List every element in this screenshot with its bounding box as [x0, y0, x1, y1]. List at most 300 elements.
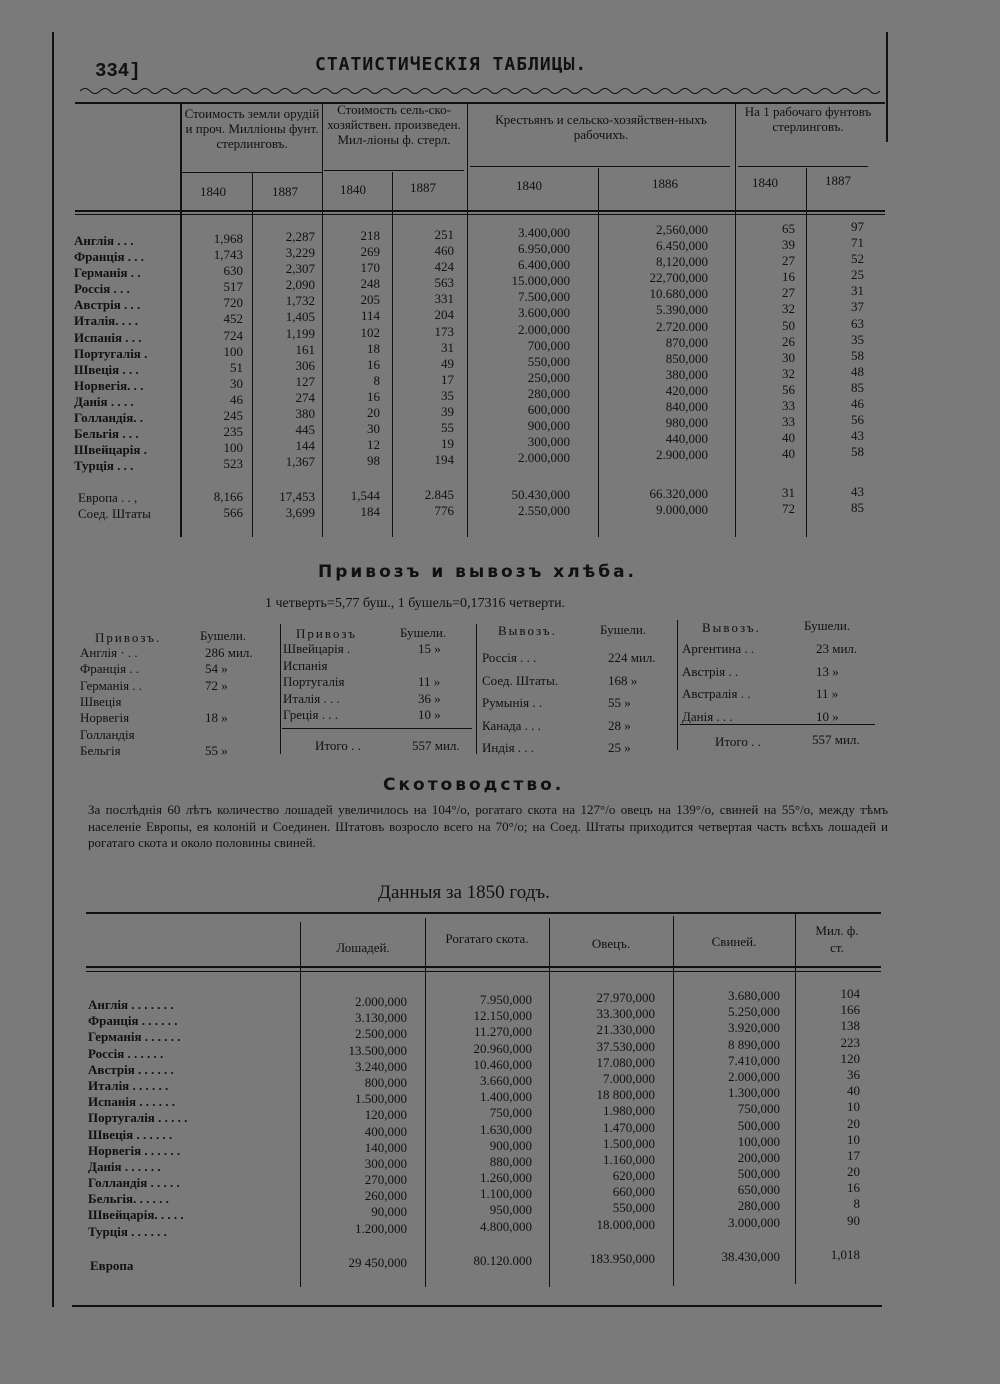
table-cell: 32 — [782, 301, 795, 317]
total-row-cell: 43 — [851, 484, 864, 500]
table-cell: 18 800,000 — [596, 1087, 655, 1103]
table-cell: 97 — [851, 219, 864, 234]
table-cell: 4.800,000 — [480, 1218, 532, 1234]
table-cell: 2,090 — [285, 277, 315, 293]
rule — [425, 918, 426, 1287]
land-1840-column — [185, 231, 243, 472]
table-cell: 420,000 — [665, 382, 708, 398]
bread-value: 23 мил. — [816, 641, 858, 656]
country-name: Голландія . . . . . — [88, 1175, 180, 1191]
table-cell: 100 — [223, 440, 243, 456]
table-cell: 260,000 — [364, 1188, 407, 1204]
table-cell: 7.950,000 — [480, 992, 532, 1007]
table-cell: 18.000,000 — [596, 1216, 655, 1232]
rule — [86, 966, 881, 968]
unit-head: Бушели. — [400, 625, 447, 640]
table-cell: 11.270,000 — [473, 1024, 532, 1040]
table-cell: 16 — [782, 269, 795, 285]
total-row-cell: 72 — [782, 501, 795, 517]
header-per-worker: На 1 рабочаго фунтовъ стерлинговъ. — [744, 104, 872, 134]
country-name: Норвегія . . . . . . — [88, 1142, 181, 1158]
table-cell: 650,000 — [737, 1182, 780, 1198]
table-cell: 8 — [373, 372, 380, 388]
total-row-label: Соед. Штаты — [78, 506, 151, 521]
header-horses: Лошадей. — [336, 940, 390, 955]
header-pigs: Свиней. — [711, 934, 757, 949]
table-cell: 5.390,000 — [656, 302, 708, 318]
bread-country: Германія . . — [80, 677, 143, 693]
rule — [75, 214, 885, 215]
table-cell: 3.680,000 — [728, 988, 780, 1003]
table-cell: 85 — [851, 379, 864, 395]
table-cell: 248 — [360, 276, 380, 292]
rule — [470, 166, 730, 167]
table-cell: 274 — [295, 389, 315, 405]
table-cell: 173 — [434, 323, 454, 339]
bread-country: Бельгія — [80, 742, 121, 758]
per-worker-1887-column — [812, 219, 864, 460]
table-cell: 870,000 — [665, 334, 708, 350]
table-cell: 31 — [441, 339, 454, 355]
table-cell: 36 — [847, 1066, 860, 1082]
table-cell: 30 — [367, 421, 380, 437]
total-sheep: 183.950,000 — [590, 1251, 655, 1266]
country-name: Англія . . . . . . . — [88, 997, 174, 1012]
country-name: Австрія . . . . . . — [88, 1061, 174, 1077]
horses-column — [315, 994, 407, 1237]
table-cell: 21.330,000 — [596, 1022, 655, 1038]
total-row-cell: 1,544 — [350, 487, 380, 503]
rule — [182, 172, 322, 173]
header-value: Мил. ф. ст. — [815, 923, 859, 955]
table-cell: 280,000 — [527, 385, 570, 401]
table-cell: 563 — [434, 275, 454, 291]
bread-country: Аргентина . . — [682, 641, 755, 656]
rule — [549, 918, 550, 1287]
bread-country: Соед. Штаты. — [482, 672, 559, 688]
table-cell: 2.000,000 — [728, 1068, 780, 1084]
rule — [282, 728, 472, 729]
total-label: Итого . . — [315, 738, 361, 753]
pigs-column — [688, 988, 780, 1231]
bread-value: 36 » — [418, 690, 441, 706]
table-cell: 900,000 — [489, 1137, 532, 1153]
table-cell: 22,700,000 — [649, 270, 708, 286]
bread-value: 55 » — [608, 695, 631, 710]
header-cattle: Рогатаго скота. — [445, 931, 529, 946]
bread-value: 11 » — [816, 686, 839, 701]
table-cell: 5.250,000 — [728, 1004, 780, 1020]
bread-subtitle: 1 четверть=5,77 буш., 1 бушель=0,17316 четверти. — [265, 596, 566, 611]
table-cell: 30 — [782, 349, 795, 365]
bread-country: Италія . . . — [283, 690, 340, 706]
bread-value: 28 » — [608, 717, 631, 733]
rule — [252, 172, 253, 537]
table-cell: 12.150,000 — [473, 1008, 532, 1024]
total-row-cell: 17,453 — [279, 488, 315, 504]
country-name: Германія . . — [74, 265, 141, 281]
bread-value: 286 мил. — [205, 645, 253, 660]
table-cell: 251 — [434, 227, 454, 242]
table-cell: 3.400,000 — [518, 225, 570, 240]
total-row-cell: 50.430,000 — [511, 486, 570, 502]
table-cell: 166 — [840, 1002, 860, 1018]
country-name: Португалія . . . . . — [88, 1110, 188, 1126]
table-cell: 39 — [441, 404, 454, 420]
bread-country: Греція . . . — [283, 707, 339, 722]
bread-country: Франція . . — [80, 661, 140, 677]
table-cell: 724 — [223, 327, 243, 343]
unit-head: Бушели. — [200, 628, 247, 643]
table-cell: 1.980,000 — [603, 1103, 655, 1119]
table-cell: 138 — [840, 1018, 860, 1034]
country-name: Португалія . — [74, 345, 148, 361]
bread-value: 18 » — [205, 710, 228, 726]
rule — [280, 624, 281, 754]
bread-value: 168 » — [608, 672, 638, 688]
table-cell: 12 — [367, 437, 380, 453]
year-header: 1887 — [825, 173, 851, 188]
rule — [738, 166, 868, 167]
table-cell: 65 — [782, 221, 795, 236]
produce-1840-column — [328, 228, 380, 469]
table-cell: 400,000 — [364, 1123, 407, 1139]
table-cell: 10 — [847, 1099, 860, 1115]
table-cell: 269 — [360, 244, 380, 260]
rule — [86, 912, 881, 914]
sheep-column — [563, 990, 655, 1233]
total-row-cell: 184 — [360, 503, 380, 519]
country-name: Англія . . . — [74, 233, 134, 248]
table-cell: 32 — [782, 365, 795, 381]
cattle-column — [440, 992, 532, 1235]
table-cell: 7.000,000 — [603, 1070, 655, 1086]
table-cell: 440,000 — [665, 431, 708, 447]
table-cell: 90 — [847, 1212, 860, 1228]
workers-1840-column — [480, 225, 570, 466]
table-cell: 71 — [851, 235, 864, 251]
table-cell: 120,000 — [364, 1107, 407, 1123]
table-cell: 2,307 — [285, 261, 315, 277]
table-cell: 16 — [367, 356, 380, 372]
table-cell: 17.080,000 — [596, 1054, 655, 1070]
total-value: 557 мил. — [812, 732, 860, 747]
country-name: Турція . . . . . . — [88, 1223, 167, 1239]
bread-country: Канада . . . — [482, 717, 541, 733]
bread-value: 25 » — [608, 740, 631, 755]
table-cell: 31 — [851, 283, 864, 299]
table-cell: 100 — [223, 343, 243, 359]
workers-1886-column — [608, 222, 708, 463]
cattle-title: Скотоводство. — [383, 775, 565, 795]
table-cell: 8,120,000 — [656, 254, 708, 270]
bread-value: 10 » — [418, 707, 441, 722]
table-cell: 452 — [223, 311, 243, 327]
country-column — [88, 997, 187, 1240]
bread-country: Россія . . . — [482, 650, 537, 665]
table-cell: 7.500,000 — [518, 289, 570, 305]
country-name: Италія. . . . — [74, 313, 138, 329]
table-cell: 20 — [367, 405, 380, 421]
page-frame-bottom — [72, 1305, 882, 1307]
table-cell: 40 — [782, 430, 795, 446]
table-cell: 194 — [434, 452, 454, 468]
table-cell: 3,229 — [285, 245, 315, 261]
table-cell: 144 — [295, 438, 315, 454]
table-cell: 900,000 — [527, 418, 570, 434]
table-cell: 20.960,000 — [473, 1040, 532, 1056]
table-cell: 1.160,000 — [603, 1151, 655, 1167]
table-cell: 1.470,000 — [603, 1119, 655, 1135]
table-cell: 104 — [840, 986, 860, 1001]
table-cell: 3.600,000 — [518, 305, 570, 321]
table-cell: 517 — [223, 279, 243, 295]
total-row-cell: 776 — [434, 503, 454, 519]
country-name: Австрія . . . — [74, 297, 141, 313]
table-cell: 127 — [295, 373, 315, 389]
table-cell: 550,000 — [527, 353, 570, 369]
table-cell: 3.000,000 — [728, 1214, 780, 1230]
table-cell: 245 — [223, 408, 243, 424]
table-cell: 235 — [223, 424, 243, 440]
table-cell: 1,743 — [213, 247, 243, 263]
rule — [795, 914, 796, 1284]
bread-country: Норвегія — [80, 710, 130, 726]
table-cell: 2.000,000 — [355, 994, 407, 1009]
country-name: Германія . . . . . . — [88, 1029, 181, 1045]
table-cell: 380,000 — [665, 366, 708, 382]
table-cell: 49 — [441, 355, 454, 371]
table-cell: 55 — [441, 420, 454, 436]
table-cell: 16 — [367, 388, 380, 404]
table-cell: 750,000 — [489, 1105, 532, 1121]
table-cell: 660,000 — [612, 1184, 655, 1200]
page-number: 334] — [95, 60, 141, 82]
rule — [598, 168, 599, 537]
cattle-paragraph: За послѣднія 60 лѣтъ количество лошадей увеличилось на 104°/o, рогатаго скота на 127°/o овецъ на 139°/o, свиней на 55°/o, между тѣмъ населеніе Европы, ея колоній и Соединен. Штатовъ возросло всего на 70°/o; на Соед. Штаты приходится четвертая часть всѣхъ лошадей и рогатаго скота и около половины свиней. — [88, 802, 888, 850]
table-cell: 3.920,000 — [728, 1020, 780, 1036]
country-name: Бельгія. . . . . . — [88, 1191, 169, 1207]
rule — [300, 922, 301, 1287]
table-cell: 205 — [360, 292, 380, 308]
bread-country: Испанія — [283, 657, 328, 673]
table-cell: 114 — [360, 308, 380, 324]
table-cell: 204 — [434, 307, 454, 323]
total-label: Итого . . — [715, 734, 761, 749]
table-cell: 280,000 — [737, 1198, 780, 1214]
page-frame-right — [886, 32, 888, 142]
table-cell: 120 — [840, 1050, 860, 1066]
bread-value: 224 мил. — [608, 650, 656, 665]
table-cell: 2,287 — [285, 229, 315, 244]
table-cell: 15.000,000 — [511, 273, 570, 289]
rule — [806, 168, 807, 537]
page-frame-left — [52, 32, 54, 1307]
table-cell: 1,199 — [285, 325, 315, 341]
bread-value: 72 » — [205, 677, 228, 693]
table-cell: 2.900,000 — [656, 447, 708, 463]
export-head: Вывозъ. — [702, 620, 761, 635]
bread-value: 55 » — [205, 742, 228, 758]
header-workers: Крестьянъ и сельско-хозяйствен-ныхъ рабочихъ. — [495, 112, 707, 142]
table-cell: 63 — [851, 315, 864, 331]
table-cell: 1.300,000 — [728, 1085, 780, 1101]
total-row-cell: 8,166 — [213, 489, 243, 505]
table-cell: 380 — [295, 406, 315, 422]
table-cell: 1,732 — [285, 293, 315, 309]
table-cell: 16 — [847, 1180, 860, 1196]
total-row-cell: 85 — [851, 500, 864, 516]
table-cell: 500,000 — [737, 1166, 780, 1182]
header-produce: Стоимость сель-ско-хозяйствен. произведен. Мил-ліоны ф. стерл. — [327, 102, 461, 147]
europe-total-label: Европа — [90, 1258, 134, 1273]
table-cell: 39 — [782, 237, 795, 253]
table-cell: 1.100,000 — [480, 1186, 532, 1202]
table-cell: 270,000 — [364, 1172, 407, 1188]
total-row-cell: 2.845 — [424, 487, 454, 503]
table-cell: 523 — [223, 456, 243, 472]
table-cell: 3.660,000 — [480, 1072, 532, 1088]
table-cell: 750,000 — [737, 1101, 780, 1117]
rule — [180, 102, 182, 537]
bread-country: Данія . . . — [682, 708, 733, 724]
rule — [677, 620, 678, 750]
table-cell: 10.460,000 — [473, 1056, 532, 1072]
total-row-cell: 31 — [782, 485, 795, 501]
table-cell: 25 — [851, 267, 864, 283]
table-cell: 56 — [782, 381, 795, 397]
table-cell: 18 — [367, 340, 380, 356]
year-header: 1887 — [272, 184, 298, 199]
year-header: 1840 — [516, 178, 542, 193]
year-header: 1887 — [410, 180, 436, 195]
table-cell: 950,000 — [489, 1202, 532, 1218]
table-cell: 800,000 — [364, 1074, 407, 1090]
total-row-cell: 9.000,000 — [656, 501, 708, 517]
bread-country: Швеція — [80, 693, 122, 709]
table-cell: 6.950,000 — [518, 241, 570, 257]
total-value: 1,018 — [830, 1247, 860, 1262]
country-name: Бельгія . . . — [74, 426, 139, 442]
table-cell: 90,000 — [371, 1204, 407, 1220]
table-cell: 850,000 — [665, 350, 708, 366]
bread-country: Португалія — [283, 674, 345, 689]
table-cell: 1,405 — [285, 309, 315, 325]
bread-country: Голландія — [80, 726, 135, 742]
table-cell: 98 — [367, 453, 380, 469]
rule — [322, 102, 323, 537]
country-name: Швейцарія . — [74, 442, 147, 458]
year-header: 1840 — [200, 184, 226, 199]
rule — [673, 916, 674, 1286]
total-value: 557 мил. — [412, 738, 460, 753]
table-cell: 58 — [851, 444, 864, 460]
bread-country: Англія · . . — [80, 645, 138, 660]
table-cell: 8 — [853, 1196, 860, 1212]
header-sheep: Овецъ. — [591, 936, 631, 951]
rule — [467, 102, 468, 537]
table-cell: 500,000 — [737, 1117, 780, 1133]
year-header: 1840 — [752, 175, 778, 190]
per-worker-1840-column — [745, 221, 795, 462]
table-cell: 880,000 — [489, 1153, 532, 1169]
bread-country: Австралія . . — [682, 686, 751, 701]
table-cell: 8 890,000 — [728, 1036, 780, 1052]
table-cell: 1.400,000 — [480, 1089, 532, 1105]
table-cell: 300,000 — [364, 1155, 407, 1171]
country-name: Швейцарія. . . . . — [88, 1207, 184, 1223]
bread-title: Привозъ и вывозъ хлѣба. — [318, 562, 638, 582]
table-cell: 51 — [230, 359, 243, 375]
table-cell: 17 — [847, 1147, 860, 1163]
wavy-rule — [80, 85, 880, 97]
year-header: 1840 — [340, 182, 366, 197]
table-cell: 980,000 — [665, 415, 708, 431]
table-cell: 27.970,000 — [596, 990, 655, 1005]
table-cell: 2.720.000 — [656, 318, 708, 334]
total-row-cell: 2.550,000 — [518, 502, 570, 518]
table-cell: 20 — [847, 1164, 860, 1180]
table-cell: 700,000 — [527, 337, 570, 353]
country-name: Россія . . . — [74, 281, 130, 297]
rule — [735, 102, 736, 537]
table-cell: 33 — [782, 398, 795, 414]
table-cell: 40 — [782, 446, 795, 462]
table-cell: 140,000 — [364, 1139, 407, 1155]
rule — [75, 210, 885, 212]
table-cell: 56 — [851, 412, 864, 428]
country-name: Швеція . . . — [74, 361, 139, 377]
table-cell: 300,000 — [527, 434, 570, 450]
total-row-cell: 566 — [223, 505, 243, 521]
table-cell: 43 — [851, 428, 864, 444]
table-cell: 58 — [851, 347, 864, 363]
table-1850-title: Данныя за 1850 годъ. — [378, 882, 550, 903]
table-cell: 37 — [851, 299, 864, 315]
country-name: Италія . . . . . . — [88, 1077, 169, 1093]
total-row-label: Европа . . , — [78, 490, 138, 505]
table-cell: 48 — [851, 363, 864, 379]
table-cell: 630 — [223, 263, 243, 279]
running-head: СТАТИСТИЧЕСКІЯ ТАБЛИЦЫ. — [315, 54, 588, 75]
table-cell: 26 — [782, 333, 795, 349]
bread-value: 13 » — [816, 663, 839, 679]
total-cattle: 80.120.000 — [473, 1253, 532, 1268]
import-head: Привозъ — [296, 626, 358, 641]
table-cell: 10.680,000 — [649, 286, 708, 302]
table-cell: 20 — [847, 1115, 860, 1131]
bread-value: 54 » — [205, 661, 228, 677]
table-cell: 6.400,000 — [518, 257, 570, 273]
table-cell: 2.500,000 — [355, 1026, 407, 1042]
table-cell: 40 — [847, 1083, 860, 1099]
country-name: Россія . . . . . . — [88, 1045, 164, 1061]
table-cell: 6.450,000 — [656, 238, 708, 254]
table-cell: 1.260,000 — [480, 1170, 532, 1186]
table-cell: 1,968 — [213, 231, 243, 246]
table-cell: 720 — [223, 295, 243, 311]
table-cell: 7.410,000 — [728, 1052, 780, 1068]
table-cell: 10 — [847, 1131, 860, 1147]
table-cell: 1.200,000 — [355, 1220, 407, 1236]
unit-head: Бушели. — [600, 622, 647, 637]
total-row-cell: 66.320,000 — [649, 485, 708, 501]
table-cell: 218 — [360, 228, 380, 243]
table-cell: 161 — [295, 341, 315, 357]
country-name: Франція . . . . . . — [88, 1013, 178, 1029]
bread-country: Австрія . . — [682, 663, 739, 679]
table-cell: 620,000 — [612, 1168, 655, 1184]
